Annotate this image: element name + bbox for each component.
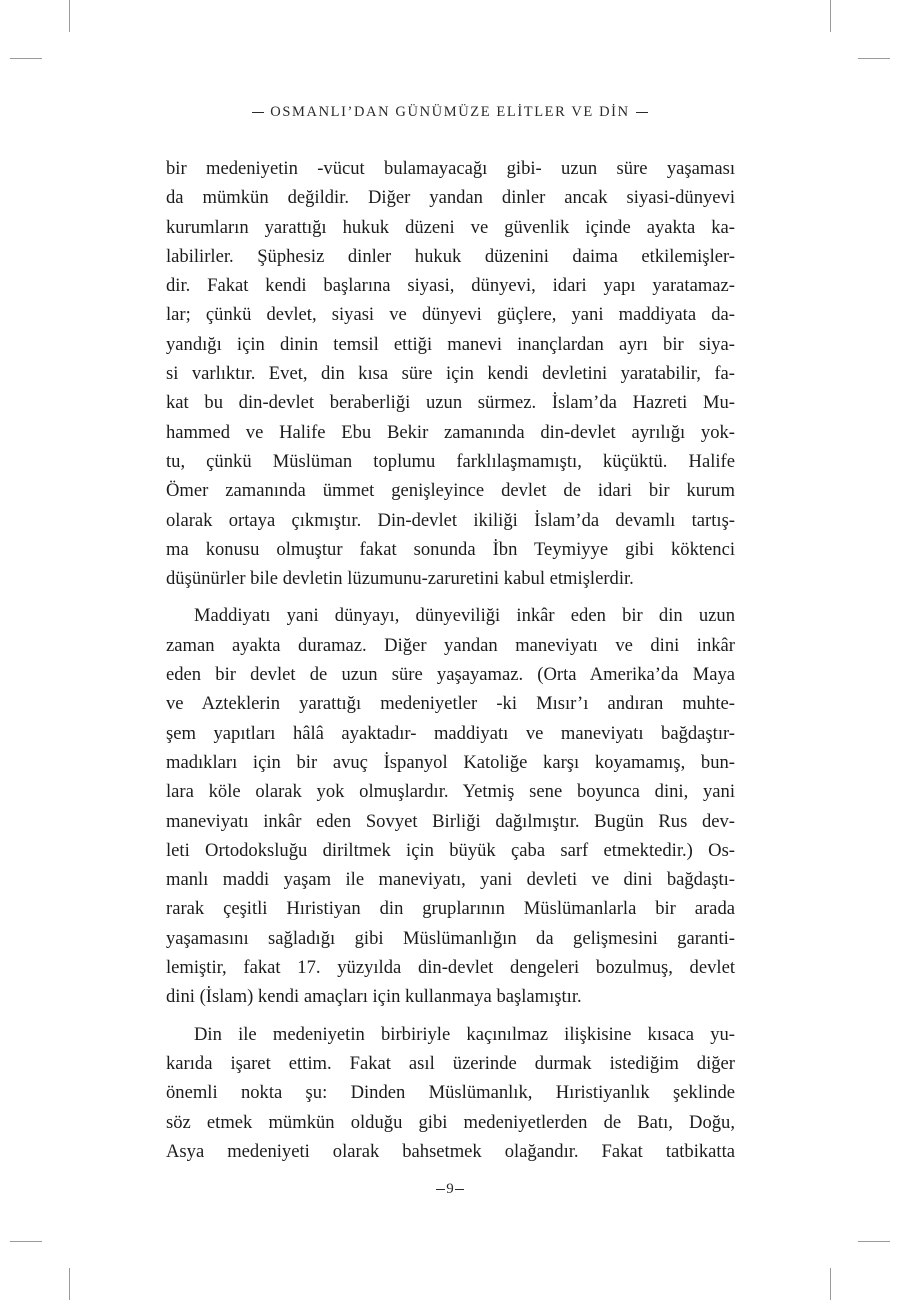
- paragraph: [166, 601, 735, 1011]
- text-line: maneviyatı inkâr eden Sovyet Birliği dağılmıştır. Bugün Rus dev-: [166, 810, 735, 832]
- crop-mark-right-bottom: [858, 1241, 890, 1242]
- text-line: bir medeniyetin -vücut bulamayacağı gibi- uzun süre yaşaması: [166, 158, 735, 179]
- text-line: rarak çeşitli Hıristiyan din gruplarının Müslümanlarla bir arada: [166, 898, 735, 920]
- text-line: hammed ve Halife Ebu Bekir zamanında din-devlet ayrılığı yok-: [166, 421, 735, 443]
- crop-mark-bottom-left: [69, 1268, 70, 1300]
- text-line: şem yapıtları hâlâ ayaktadır- maddiyatı ve maneviyatı bağdaştır-: [166, 722, 735, 744]
- text-line: yaşamasını sağladığı gibi Müslümanlığın da gelişmesini garanti-: [166, 927, 735, 949]
- text-line: lemiştir, fakat 17. yüzyılda din-devlet dengeleri bozulmuş, devlet: [166, 957, 735, 979]
- text-line: tu, çünkü Müslüman toplumu farklılaşmamıştı, küçüktü. Halife: [166, 450, 735, 472]
- header-dash-left: [252, 112, 264, 113]
- crop-mark-left-bottom: [10, 1241, 42, 1242]
- text-line: da mümkün değildir. Diğer yandan dinler ancak siyasi-dünyevi: [166, 187, 735, 209]
- text-line: labilirler. Şüphesiz dinler hukuk düzenini daima etkilemişler-: [166, 245, 735, 267]
- text-line: söz etmek mümkün olduğu gibi medeniyetlerden de Batı, Doğu,: [166, 1111, 735, 1133]
- text-line: Asya medeniyeti olarak bahsetmek olağandır. Fakat tatbikatta: [166, 1140, 735, 1162]
- crop-mark-left-top: [10, 58, 42, 59]
- text-line: kat bu din-devlet beraberliği uzun sürmez. İslam’da Hazreti Mu-: [166, 392, 735, 414]
- crop-mark-right-top: [858, 58, 890, 59]
- text-line: düşünürler bile devletin lüzumunu-zaruretini kabul etmişlerdir.: [166, 568, 634, 590]
- text-line: olarak ortaya çıkmıştır. Din-devlet ikiliği İslam’da devamlı tartış-: [166, 509, 735, 531]
- page-number-dash-right: [455, 1189, 464, 1190]
- text-line: lar; çünkü devlet, siyasi ve dünyevi güçlere, yani maddiyata da-: [166, 304, 735, 326]
- text-line: dini (İslam) kendi amaçları için kullanmaya başlamıştır.: [166, 986, 582, 1008]
- paragraph: [166, 154, 735, 593]
- text-line: ma konusu olmuştur fakat sonunda İbn Teymiyye gibi köktenci: [166, 538, 735, 560]
- text-line: Maddiyatı yani dünyayı, dünyeviliği inkâr eden bir din uzun: [194, 605, 735, 627]
- page-number: [0, 1181, 900, 1198]
- text-line: zaman ayakta duramaz. Diğer yandan maneviyatı ve dini inkâr: [166, 634, 735, 656]
- body-text: [166, 154, 735, 1166]
- text-line: si varlıktır. Evet, din kısa süre için kendi devletini yaratabilir, fa-: [166, 363, 735, 385]
- text-line: eden bir devlet de uzun süre yaşayamaz. (Orta Amerika’da Maya: [166, 664, 735, 686]
- paragraph: [166, 1020, 735, 1166]
- crop-mark-top-right: [830, 0, 831, 32]
- text-line: kurumların yarattığı hukuk düzeni ve güvenlik içinde ayakta ka-: [166, 216, 735, 238]
- text-line: Din ile medeniyetin birbiriyle kaçınılmaz ilişkisine kısaca yu-: [194, 1023, 735, 1045]
- text-line: lara köle olarak yok olmuşlardır. Yetmiş sene boyunca dini, yani: [166, 781, 735, 803]
- text-line: dir. Fakat kendi başlarına siyasi, dünyevi, idari yapı yaratamaz-: [166, 275, 735, 297]
- text-line: leti Ortodoksluğu diriltmek için büyük çaba sarf etmektedir.) Os-: [166, 839, 735, 861]
- text-line: Ömer zamanında ümmet genişleyince devlet de idari bir kurum: [166, 480, 735, 502]
- text-line: ve Azteklerin yarattığı medeniyetler -ki Mısır’ı andıran muhte-: [166, 693, 735, 715]
- text-line: karıda işaret ettim. Fakat asıl üzerinde durmak istediğim diğer: [166, 1052, 735, 1074]
- crop-mark-bottom-right: [830, 1268, 831, 1300]
- text-line: önemli nokta şu: Dinden Müslümanlık, Hıristiyanlık şeklinde: [166, 1082, 735, 1104]
- crop-mark-top-left: [69, 0, 70, 32]
- running-header: [0, 104, 900, 121]
- header-dash-right: [636, 112, 648, 113]
- text-line: madıkları için bir avuç İspanyol Katoliğe karşı koyamamış, bun-: [166, 751, 735, 773]
- page-number-value: 9: [446, 1181, 454, 1197]
- text-line: yandığı için dinin temsil ettiği manevi inançlardan ayrı bir siya-: [166, 333, 735, 355]
- running-title: OSMANLI’DAN GÜNÜMÜZE ELİTLER VE DİN: [270, 104, 630, 120]
- page-number-dash-left: [436, 1189, 445, 1190]
- text-line: manlı maddi yaşam ile maneviyatı, yani devleti ve dini bağdaştı-: [166, 869, 735, 891]
